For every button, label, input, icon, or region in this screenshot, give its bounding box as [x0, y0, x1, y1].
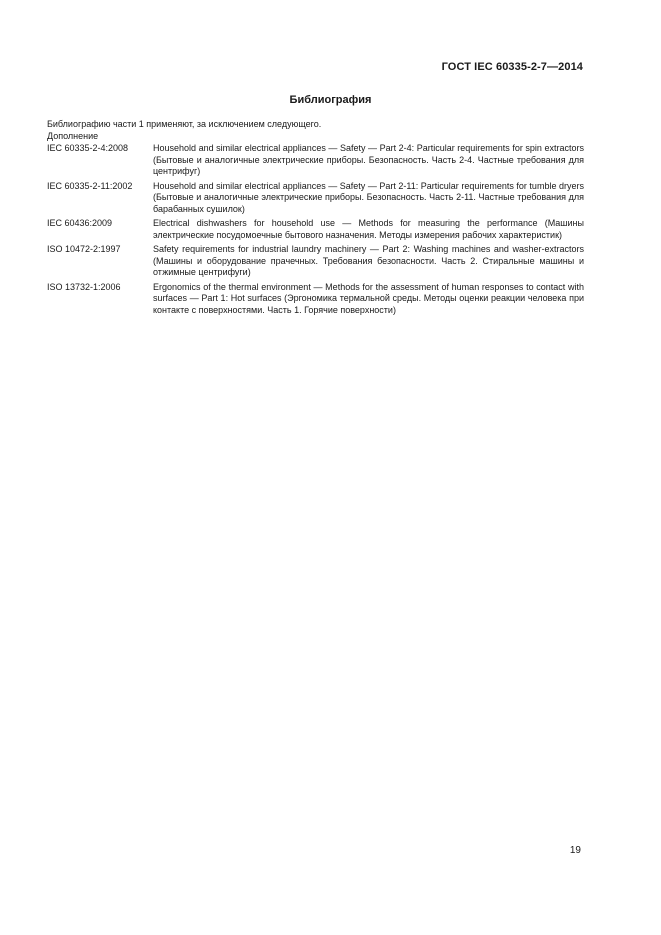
standard-designation: ГОСТ IEC 60335-2-7—2014 — [441, 61, 583, 73]
entry-code: IEC 60436:2009 — [47, 218, 113, 228]
intro-line: Библиографию части 1 применяют, за исключением следующего. — [47, 119, 322, 129]
entry-code: ISO 10472-2:1997 — [47, 244, 121, 254]
bibliography-title: Библиография — [289, 94, 372, 106]
bibliography-entry — [47, 282, 584, 317]
bibliography-entry — [47, 218, 584, 241]
bibliography-entry — [47, 244, 584, 279]
entry-text: Electrical dishwashers for household use — Methods for measuring the performance (Машины электрические посудомоечные бытового назначения. Методы измерения рабочих характеристик) — [153, 218, 584, 240]
entry-code: ISO 13732-1:2006 — [47, 281, 121, 292]
entry-text: Safety requirements for industrial laundry machinery — Part 2: Washing machines and washer-extractors (Машины и оборудование прачечных. Требования безопасности. Часть 2. Стиральные машины и отжимные центрифуги) — [153, 244, 584, 277]
entry-text: Household and similar electrical appliances — Safety — Part 2-11: Particular requirements for tumble dryers (Бытовые и аналогичные электрические приборы. Безопасность. Часть 2-11. Частные требования для барабанных сушилок) — [153, 180, 584, 214]
entry-code: IEC 60335-2-4:2008 — [47, 143, 129, 153]
bibliography-entry — [47, 181, 584, 216]
bibliography-list — [47, 143, 584, 319]
entry-text: Household and similar electrical appliances — Safety — Part 2-4: Particular requirements for spin extractors (Бытовые и аналогичные электрические приборы. Безопасность. Часть 2-4. Частные требования для центрифуг) — [153, 143, 584, 176]
intro-block — [47, 119, 587, 142]
intro-addition-label: Дополнение — [47, 130, 99, 141]
entry-text: Ergonomics of the thermal environment — Methods for the assessment of human responses to contact with surfaces — Part 1: Hot surfaces (Эргономика термальной среды. Методы оценки реакции человека при контакте с поверхностями. Часть 1. Горячие поверхности) — [153, 281, 584, 315]
bibliography-entry — [47, 143, 584, 178]
entry-code: IEC 60335-2-11:2002 — [47, 180, 133, 191]
page-number: 19 — [569, 845, 581, 856]
